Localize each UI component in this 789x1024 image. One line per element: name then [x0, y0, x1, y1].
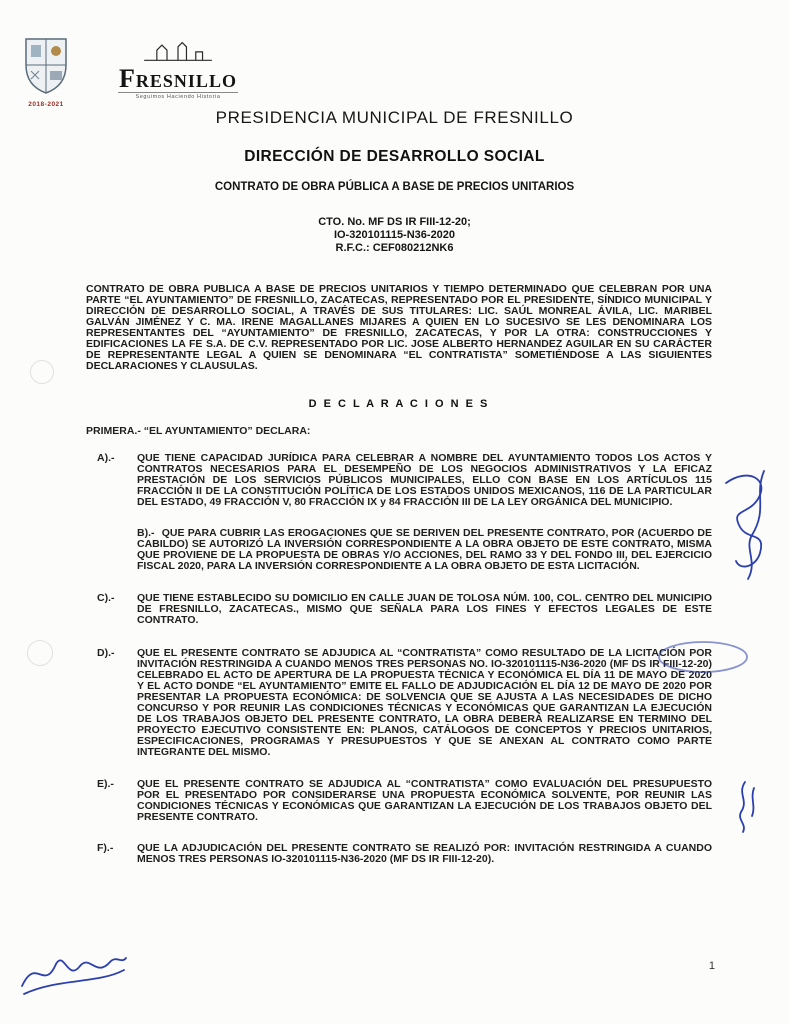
ink-circle-annotation	[655, 638, 751, 676]
declaration-text: QUE LA ADJUDICACIÓN DEL PRESENTE CONTRATO SE REALIZÓ POR: INVITACIÓN RESTRINGIDA A CUANDO MENOS TRES PERSONAS IO-320101115-N36-2020 (MF DS IR FIII-12-20).	[137, 842, 712, 865]
intro-paragraph: CONTRATO DE OBRA PUBLICA A BASE DE PRECIOS UNITARIOS Y TIEMPO DETERMINADO QUE CELEBRAN POR UNA PARTE “EL AYUNTAMIENTO” DE FRESNILLO, ZACATECAS, REPRESENTADO POR EL PRESIDENTE, SÍNDICO MUNICIPAL Y DIRECCIÓN DE DESARROLLO SOCIAL, A TRAVÉS DE SUS TITULARES: LIC. SAÚL MONREAL ÁVILA, LIC. MARIBEL GALVÁN JIMÉNEZ Y C. MA. IRENE MAGALLANES MIJARES A QUIEN EN LO SUCESIVO SE LES DENOMINARA LOS REPRESENTANTES DEL “AYUNTAMIENTO” DE FRESNILLO, ZACATECAS, Y POR LA OTRA: CONSTRUCCIONES Y EDIFICACIONES LA FE S.A. DE C.V. REPRESENTADO POR LIC. JOSE ALBERTO HERNANDEZ AGUILAR EN SU CARÁCTER DE REPRESENTANTE LEGAL A QUIEN SE DENOMINARA “EL CONTRATISTA” SOMETIÉNDOSE A LAS SIGUIENTES DECLARACIONES Y CLAUSULAS.	[86, 283, 712, 372]
contract-body	[86, 284, 712, 865]
declaration-label: C).-	[97, 592, 115, 604]
declaration-label: A).-	[97, 452, 115, 464]
contract-reference-block	[0, 216, 789, 255]
crest-icon	[23, 36, 69, 94]
declarations-heading: D E C L A R A C I O N E S	[308, 398, 490, 410]
declaration-paragraph	[137, 528, 712, 572]
hole-punch-mark	[27, 640, 53, 666]
department-title: DIRECCIÓN DE DESARROLLO SOCIAL	[244, 148, 545, 165]
declaration-item-a	[97, 453, 712, 508]
contract-number-line: CTO. No. MF DS IR FIII-12-20;	[318, 216, 471, 228]
monuments-skyline-icon	[133, 40, 223, 62]
declaration-item-e	[97, 779, 712, 823]
declaration-item-d	[97, 648, 712, 758]
crest-years-label: 2018-2021	[28, 101, 64, 108]
page-number: 1	[708, 960, 715, 972]
municipal-crest-logo	[18, 36, 74, 108]
page-title: PRESIDENCIA MUNICIPAL DE FRESNILLO	[215, 108, 574, 127]
declaration-item-c	[97, 593, 712, 626]
primera-declaration: PRIMERA.- “EL AYUNTAMIENTO” DECLARA:	[86, 425, 311, 437]
tender-number-line: IO-320101115-N36-2020	[333, 229, 456, 241]
fresnillo-wordmark: Fresnillo	[119, 64, 237, 93]
ink-mark-margin	[733, 778, 761, 836]
fresnillo-tagline: Seguimos Haciendo Historia	[118, 92, 238, 100]
declaration-item-b	[137, 528, 712, 572]
signature-ink-right	[718, 465, 780, 583]
rfc-line: R.F.C.: CEF080212NK6	[335, 242, 454, 254]
declaration-text: QUE TIENE ESTABLECIDO SU DOMICILIO EN CALLE JUAN DE TOLOSA NÚM. 100, COL. CENTRO DEL MUNICIPIO DE FRESNILLO, ZACATECAS., MISMO QUE SEÑALA PARA LOS FINES Y EFECTOS LEGALES DE ESTE CONTRATO.	[137, 592, 712, 626]
declaration-label: D).-	[97, 647, 115, 659]
fresnillo-logo	[108, 40, 248, 100]
declaration-text: QUE TIENE CAPACIDAD JURÍDICA PARA CELEBRAR A NOMBRE DEL AYUNTAMIENTO TODOS LOS ACTOS Y CONTRATOS NECESARIOS PARA EL DESEMPEÑO DE LOS NEGOCIOS ADMINISTRATIVOS Y LA EFICAZ PRESTACIÓN DE LOS SERVICIOS PÚBLICOS MUNICIPALES, ELLO CON BASE EN LOS ARTÍCULOS 115 FRACCIÓN II DE LA CONSTITUCIÓN POLÍTICA DE LOS ESTADOS UNIDOS MEXICANOS, 116 DE LA PARTICULAR DEL ESTADO, 49 FRACCIÓN V, 80 FRACCIÓN IX y 84 FRACCIÓN III DE LA LEY ORGÁNICA DEL MUNICIPIO.	[137, 452, 712, 508]
contract-type-title: CONTRATO DE OBRA PÚBLICA A BASE DE PRECIOS UNITARIOS	[214, 181, 575, 193]
declaration-label: E).-	[97, 778, 114, 790]
document-header	[0, 0, 789, 255]
declaration-label: B).-	[137, 527, 155, 539]
declaration-text: QUE EL PRESENTE CONTRATO SE ADJUDICA AL “CONTRATISTA” COMO EVALUACIÓN DEL PRESUPUESTO POR EL PRESENTADO POR CONSIDERARSE UNA PROPUESTA ECONÓMICA SOLVENTE, POR REUNIR LAS CONDICIONES TÉCNICAS Y ECONÓMICAS QUE GARANTIZAN LA EJECUCIÓN DE LOS TRABAJOS OBJETO DEL PRESENTE CONTRATO.	[137, 778, 712, 823]
declaration-label: F).-	[97, 842, 114, 854]
hole-punch-mark	[30, 360, 54, 384]
declaration-text: QUE PARA CUBRIR LAS EROGACIONES QUE SE DERIVEN DEL PRESENTE CONTRATO, POR (ACUERDO DE CABILDO) SE AUTORIZÓ LA INVERSIÓN CORRESPONDIENTE A LA OBRA OBJETO DE ESTE CONTRATO, MISMA QUE PROVIENE DE LA PROPUESTA DE OBRAS Y/O ACCIONES, DEL RAMO 33 Y DEL FONDO III, DEL EJERCICIO FISCAL 2020, PARA LA INVERSIÓN CORRESPONDIENTE A LA OBRA OBJETO DE ESTA LICITACIÓN.	[137, 527, 712, 572]
declaration-item-f	[97, 843, 712, 865]
declaration-text: QUE EL PRESENTE CONTRATO SE ADJUDICA AL “CONTRATISTA” COMO RESULTADO DE LA LICITACIÓN POR INVITACIÓN RESTRINGIDA A CUANDO MENOS TRES PERSONAS NO. IO-320101115-N36-2020 (MF DS IR FIII-12-20) CELEBRADO EL ACTO DE APERTURA DE LA PROPUESTA TÉCNICA Y ECONÓMICA EL DÍA 11 DE MAYO DE 2020 Y EL ACTO DONDE “EL AYUNTAMIENTO” EMITE EL FALLO DE ADJUDICACIÓN EL DÍA 12 DE MAYO DE 2020 POR PRESENTAR LA PROPUESTA ECONÓMICA: DE SOLVENCIA QUE SE AJUSTA A LAS NECESIDADES DE DICHO CONCURSO Y POR REUNIR LAS CONDICIONES TÉCNICAS Y ECONÓMICAS QUE GARANTIZAN LA EJECUCIÓN DE LOS TRABAJOS OBJETO DEL PRESENTE CONTRATO, LA OBRA DEBERÁ REALIZARSE EN TERMINO DEL PROYECTO EJECUTIVO CONSISTENTE EN: PLANOS, CATÁLOGOS DE CONCEPTOS Y PRECIOS UNITARIOS, ESPECIFICACIONES, PROGRAMAS Y PRESUPUESTOS Y QUE SE ANEXAN AL CONTRATO COMO PARTE INTEGRANTE DEL MISMO.	[137, 647, 712, 758]
signature-ink-bottom-left	[18, 948, 130, 1006]
